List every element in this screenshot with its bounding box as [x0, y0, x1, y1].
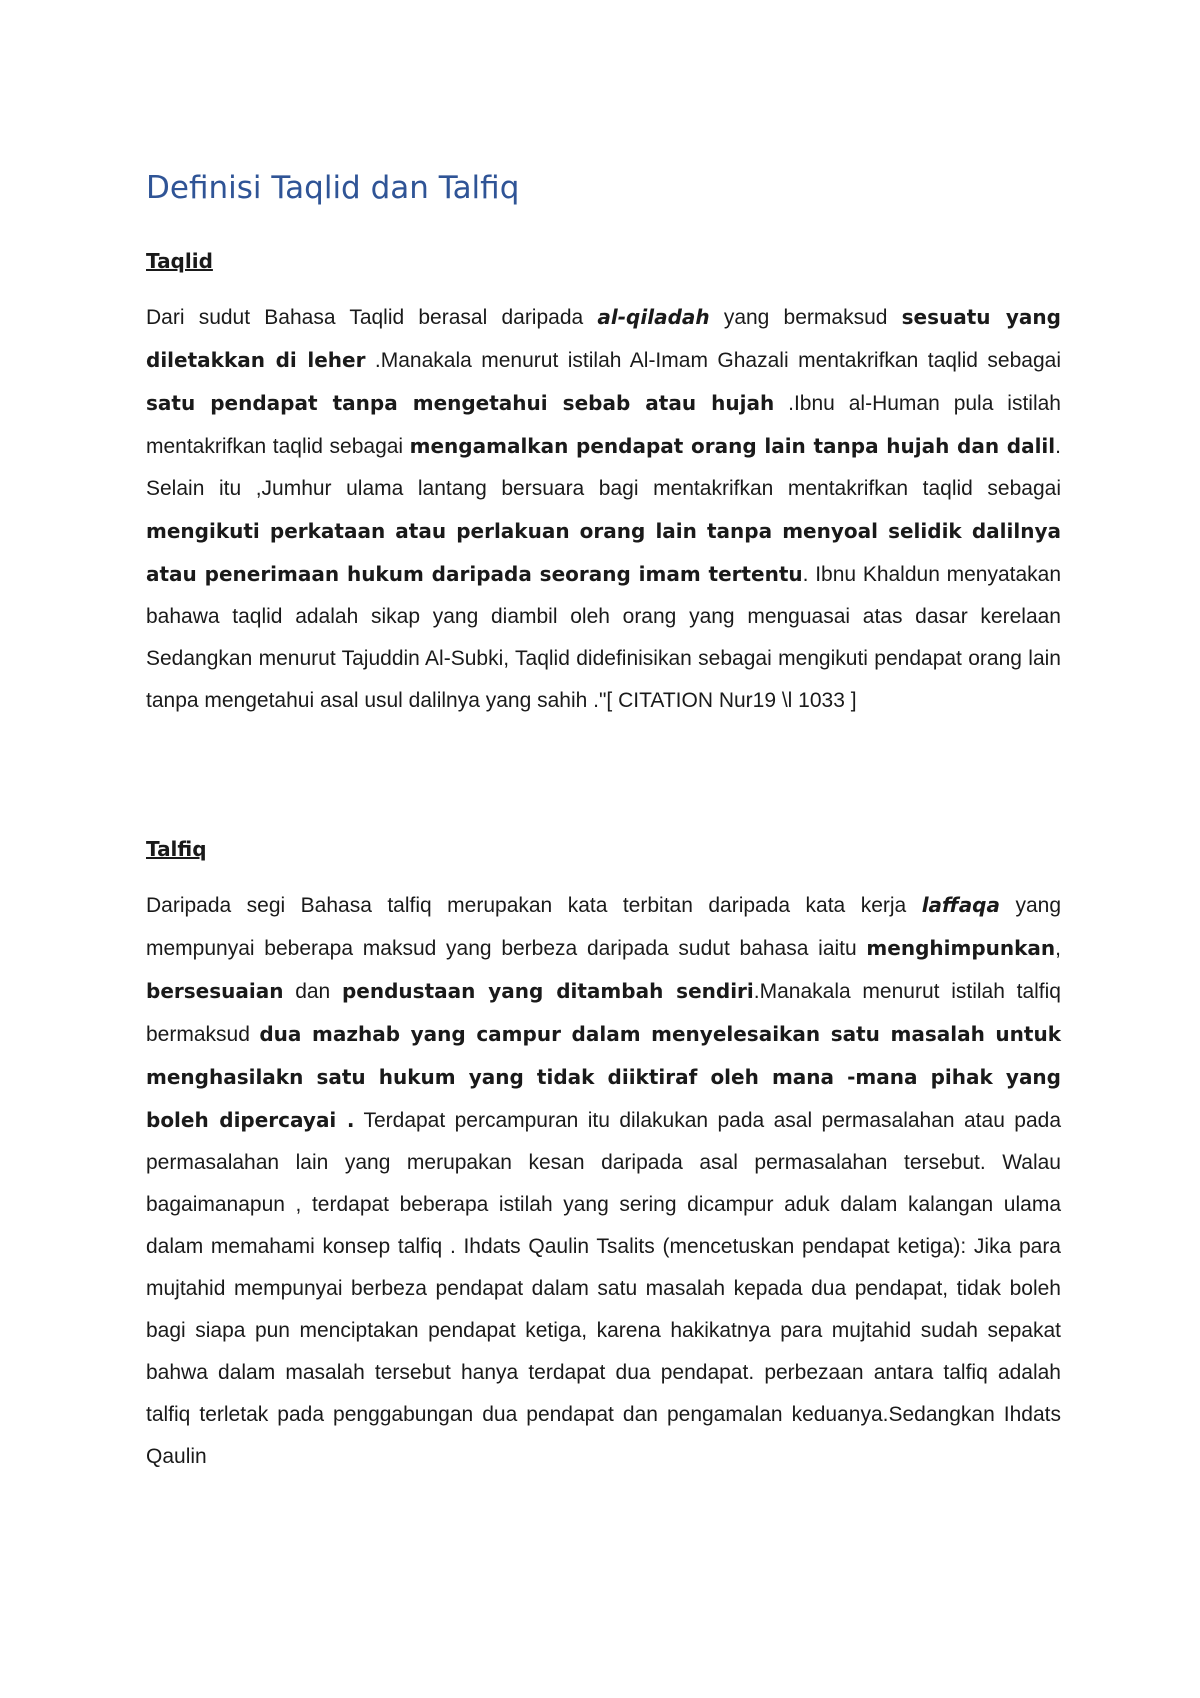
text-run: yang mempunyai beberapa maksud yang berbeza daripada sudut bahasa iaitu [146, 894, 1061, 960]
document-body [146, 168, 1061, 1478]
text-run: . Selain itu ,Jumhur ulama lantang bersuara bagi mentakrifkan mentakrifkan taqlid sebagai [146, 435, 1061, 500]
document-title: Definisi Taqlid dan Talfiq [146, 170, 520, 206]
text-run: yang bermaksud [709, 306, 902, 329]
section-heading-taqlid: Taqlid [146, 249, 213, 273]
section-heading-talfiq: Talfiq [146, 837, 207, 861]
bold-phrase: mengamalkan pendapat orang lain tanpa hujah dan dalil [409, 434, 1056, 458]
bold-phrase: satu pendapat tanpa mengetahui sebab atau hujah [146, 391, 775, 415]
text-run: .Manakala menurut istilah Al-Imam Ghazali mentakrifkan taqlid sebagai [365, 349, 1061, 372]
text-run: Daripada segi Bahasa talfiq merupakan kata terbitan daripada kata kerja [146, 894, 922, 917]
text-run: .Ibnu al-Human pula istilah mentakrifkan taqlid sebagai [146, 392, 1061, 458]
bold-phrase: menghimpunkan [866, 936, 1056, 960]
emphasis-term: al-qiladah [597, 305, 710, 329]
bold-phrase: pendustaan yang ditambah sendiri [341, 979, 754, 1003]
text-run: Terdapat percampuran itu dilakukan pada asal permasalahan atau pada permasalahan lain yang merupakan kesan daripada asal permasalahan tersebut. Walau bagaimanapun , terdapat beberapa istilah yang sering dicampur aduk dalam kalangan ulama dalam memahami konsep talfiq . Ihdats Qaulin Tsalits (mencetuskan pendapat ketiga): Jika para mujtahid mempunyai berbeza pendapat dalam satu masalah kepada dua pendapat, tidak boleh bagi siapa pun menciptakan pendapat ketiga, karena hakikatnya para mujtahid sudah sepakat bahwa dalam masalah tersebut hanya terdapat dua pendapat. perbezaan antara talfiq adalah talfiq terletak pada penggabungan dua pendapat dan pengamalan keduanya.Sedangkan Ihdats Qaulin [146, 1109, 1061, 1468]
text-run: , [1055, 937, 1061, 960]
text-run: Dari sudut Bahasa Taqlid berasal daripada [146, 306, 598, 329]
text-run: .Manakala menurut istilah talfiq bermaksud [146, 980, 1061, 1046]
emphasis-term: laffaqa [921, 893, 1000, 917]
paragraph-talfiq [146, 884, 1061, 1478]
bold-phrase: sesuatu yang diletakkan di leher [146, 305, 1061, 372]
bold-phrase: mengikuti perkataan atau perlakuan orang lain tanpa menyoal selidik dalilnya atau penerimaan hukum daripada seorang imam tertentu [146, 519, 1061, 586]
text-run: dan [283, 980, 342, 1003]
bold-phrase: bersesuaian [146, 979, 284, 1003]
text-run: . Ibnu Khaldun menyatakan bahawa taqlid adalah sikap yang diambil oleh orang yang menguasai atas dasar kerelaan Sedangkan menurut Tajuddin Al-Subki, Taqlid didefinisikan sebagai mengikuti pendapat orang lain tanpa mengetahui asal usul dalilnya yang sahih ."[ CITATION Nur19 \l 1033 ] [146, 563, 1062, 712]
paragraph-taqlid [146, 296, 1061, 722]
bold-phrase: dua mazhab yang campur dalam menyelesaikan satu masalah untuk menghasilakn satu hukum yang tidak diiktiraf oleh mana -mana pihak yang boleh dipercayai . [146, 1022, 1061, 1132]
